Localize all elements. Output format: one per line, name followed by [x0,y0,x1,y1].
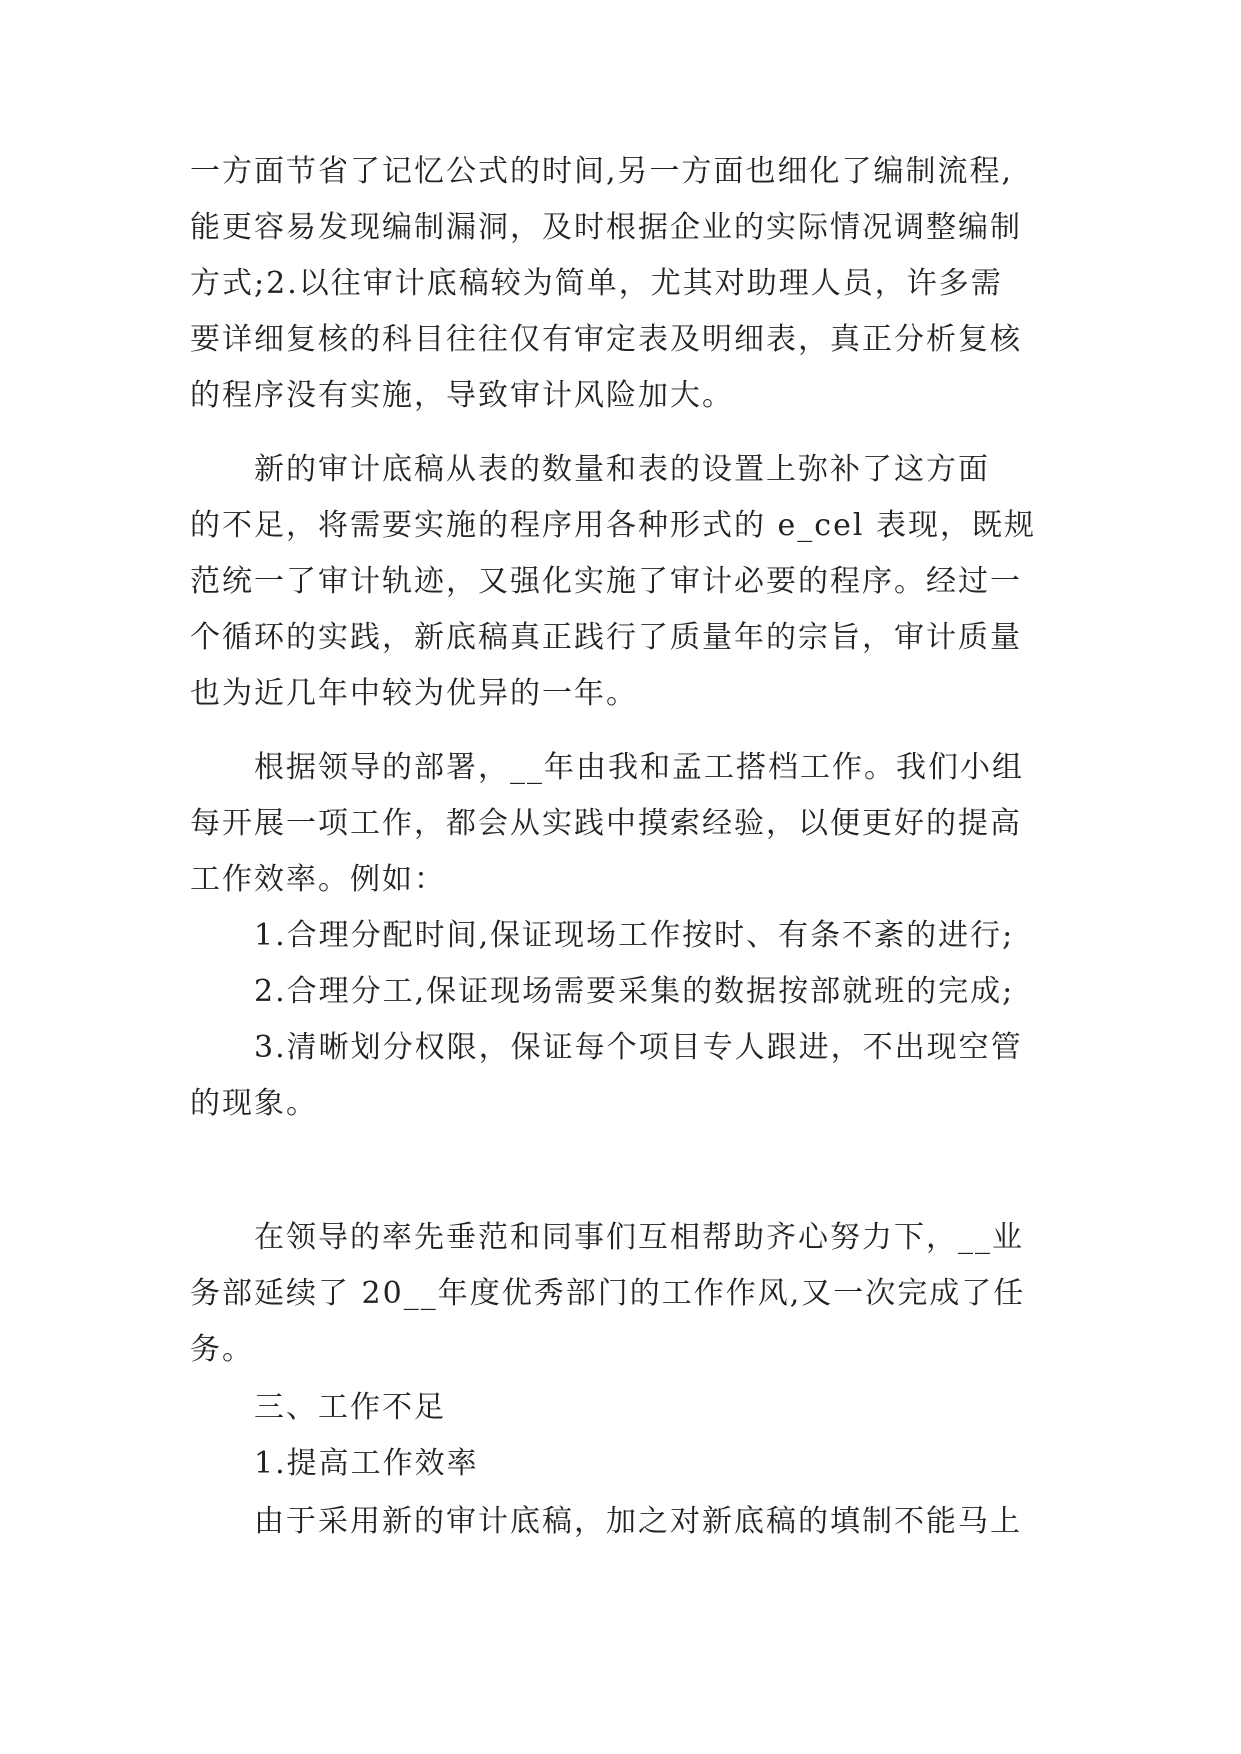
text-line: 的不足，将需要实施的程序用各种形式的 e_cel 表现，既规 [190,508,1036,543]
list-item: 2.合理分工,保证现场需要采集的数据按部就班的完成; [254,974,1015,1009]
subsection-heading: 1.提高工作效率 [254,1446,479,1481]
text-line: 个循环的实践，新底稿真正践行了质量年的宗旨，审计质量 [190,620,1022,655]
text-line: 能更容易发现编制漏洞，及时根据企业的实际情况调整编制 [190,210,1022,245]
list-item: 1.合理分配时间,保证现场工作按时、有条不紊的进行; [254,918,1015,953]
text-line: 在领导的率先垂范和同事们互相帮助齐心努力下，__业 [254,1220,1024,1255]
text-line: 务。 [190,1332,254,1367]
text-line: 工作效率。例如： [190,862,446,897]
section-heading: 三、工作不足 [254,1390,446,1425]
text-line: 根据领导的部署，__年由我和孟工搭档工作。我们小组 [254,750,1024,785]
text-line: 务部延续了 20__年度优秀部门的工作作风,又一次完成了任 [190,1276,1026,1311]
list-item: 3.清晰划分权限，保证每个项目专人跟进，不出现空管 [254,1030,1023,1065]
text-line: 一方面节省了记忆公式的时间,另一方面也细化了编制流程, [190,154,1014,189]
text-line: 要详细复核的科目往往仅有审定表及明细表，真正分析复核 [190,322,1022,357]
text-line: 的现象。 [190,1086,318,1121]
text-line: 每开展一项工作，都会从实践中摸索经验，以便更好的提高 [190,806,1022,841]
text-line: 方式;2.以往审计底稿较为简单，尤其对助理人员，许多需 [190,266,1003,301]
text-line: 范统一了审计轨迹，又强化实施了审计必要的程序。经过一 [190,564,1022,599]
text-line: 由于采用新的审计底稿，加之对新底稿的填制不能马上 [254,1504,1022,1539]
text-line: 的程序没有实施，导致审计风险加大。 [190,378,734,413]
text-line: 新的审计底稿从表的数量和表的设置上弥补了这方面 [254,452,990,487]
text-line: 也为近几年中较为优异的一年。 [190,676,638,711]
